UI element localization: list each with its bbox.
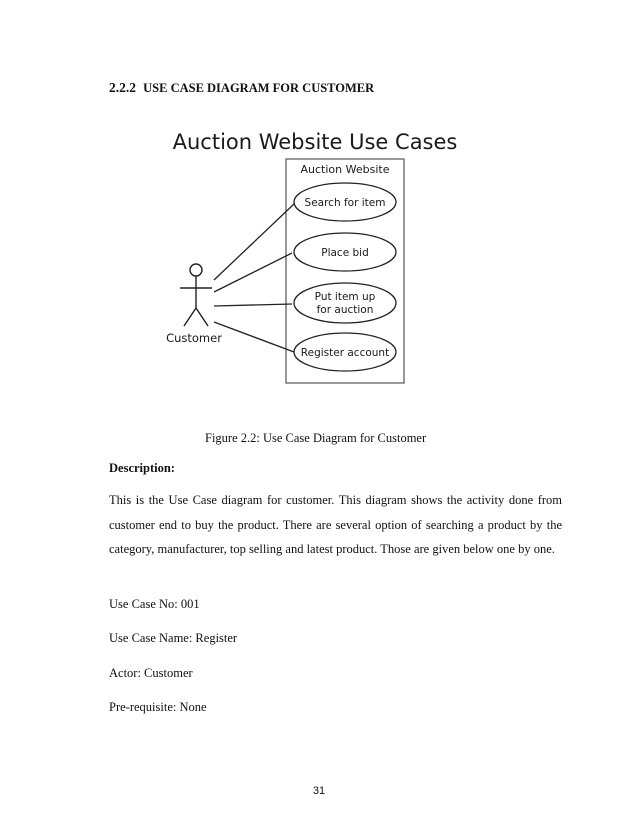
use-case-actor: Actor: Customer: [109, 666, 193, 680]
use-case-label-put-item-up-line1: Put item up: [314, 291, 376, 303]
diagram-title: Auction Website Use Cases: [172, 130, 458, 154]
association-put-item-up: [214, 304, 292, 306]
use-case-put-item-up: [294, 283, 396, 323]
actor-right-leg: [196, 308, 208, 326]
use-case-label-search-for-item: Search for item: [304, 197, 386, 209]
section-title: USE CASE DIAGRAM FOR CUSTOMER: [143, 81, 375, 95]
actor-label: Customer: [166, 331, 222, 345]
use-case-name: Use Case Name: Register: [109, 631, 238, 645]
use-case-label-register-account: Register account: [300, 347, 390, 359]
use-case-diagram: [150, 122, 480, 392]
use-case-diagram-svg: [150, 122, 480, 392]
use-case-number: Use Case No: 001: [109, 597, 200, 611]
figure-caption: Figure 2.2: Use Case Diagram for Customer: [205, 431, 427, 445]
system-name: Auction Website: [300, 163, 390, 176]
actor-stick-figure: [180, 264, 212, 326]
use-case-prerequisite: Pre-requisite: None: [109, 700, 207, 714]
section-heading: [109, 80, 374, 96]
actor-head: [190, 264, 202, 276]
page-number: 31: [312, 785, 326, 797]
use-case-label-put-item-up-line2: for auction: [316, 304, 374, 316]
association-register-account: [214, 322, 294, 352]
use-case-label-place-bid: Place bid: [321, 247, 369, 259]
description-paragraph: This is the Use Case diagram for customer. This diagram shows the activity done from customer end to buy the product. There are several option of searching a product by the category, manufacturer, top selling and latest product. Those are given below one by one.: [109, 493, 562, 556]
section-number: 2.2.2: [109, 80, 136, 95]
association-search-for-item: [214, 204, 294, 280]
description-label: Description:: [109, 461, 175, 475]
actor-left-leg: [184, 308, 196, 326]
association-place-bid: [214, 253, 292, 292]
